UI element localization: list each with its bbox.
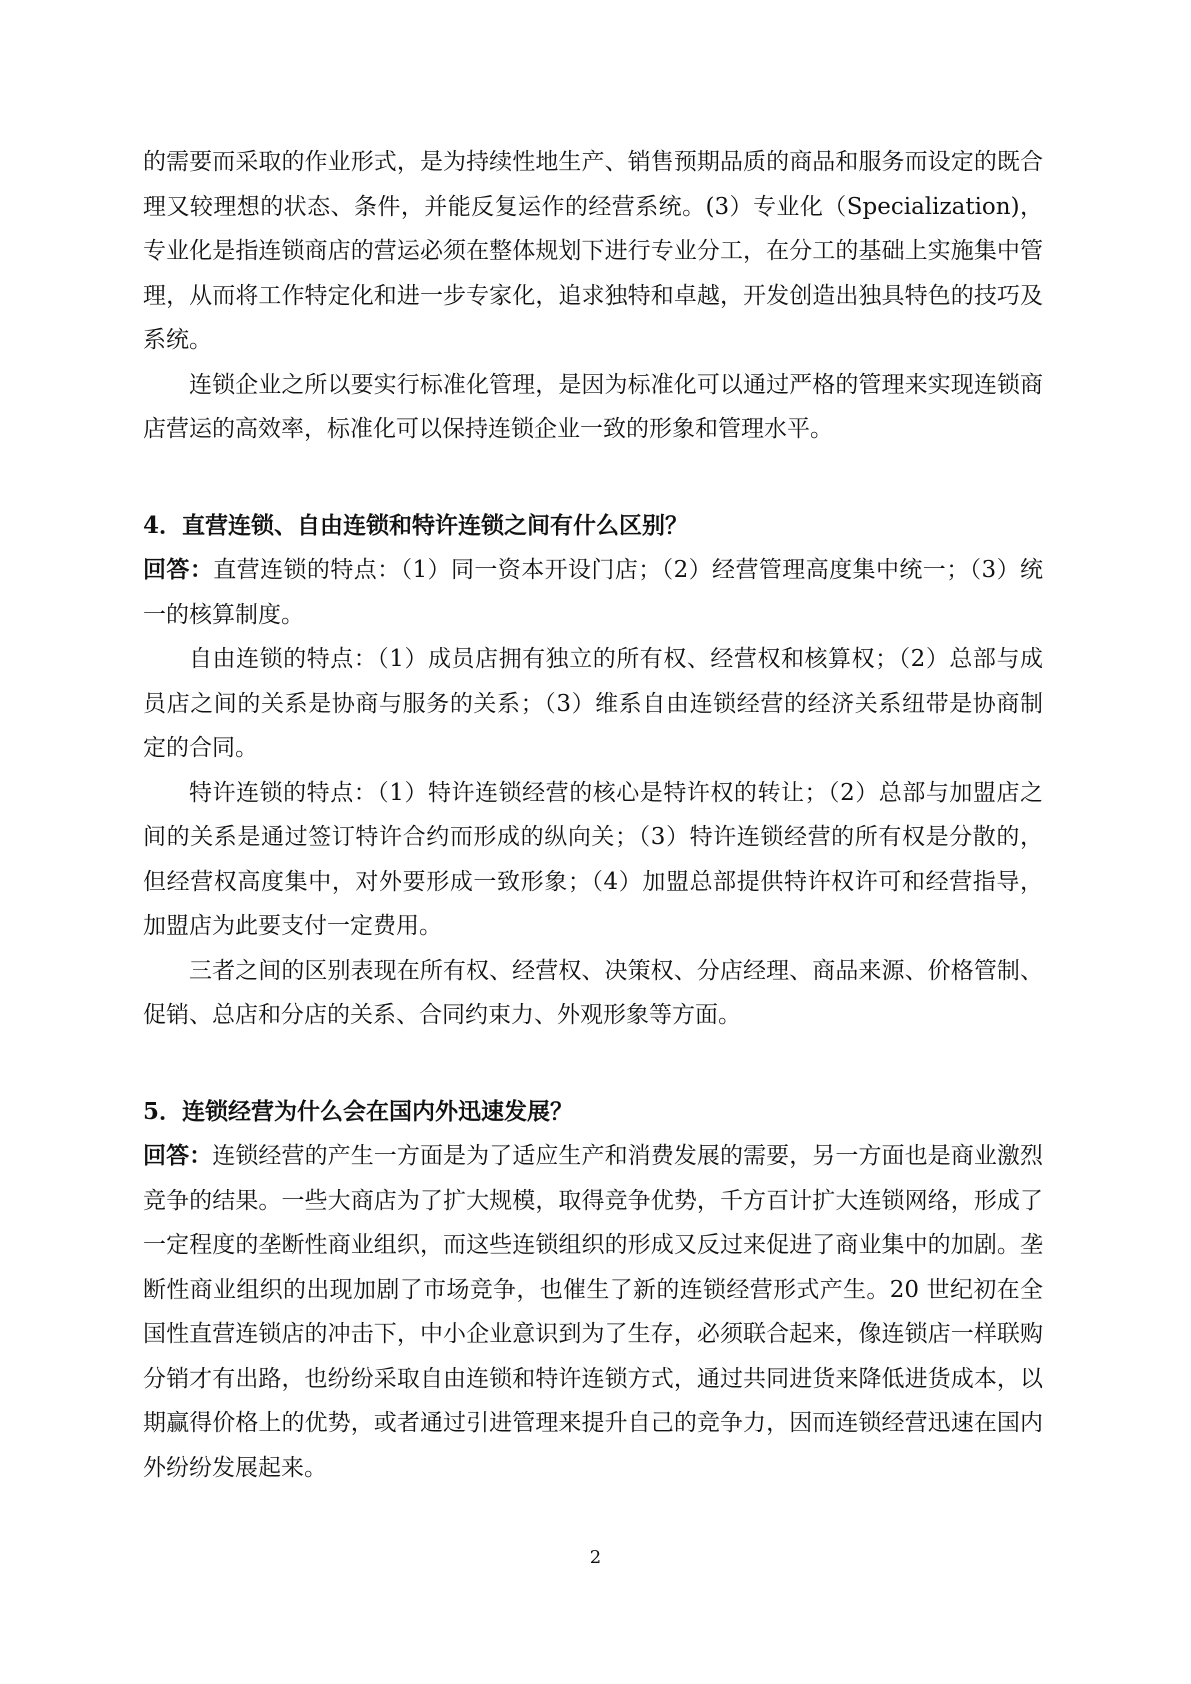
page-content — [143, 140, 1043, 1490]
paragraph-standardization-continued: 的需要而采取的作业形式，是为持续性地生产、销售预期品质的商品和服务而设定的既合理又较理想的状态、条件，并能反复运作的经营系统。(3）专业化（Specialization)，专业化是指连锁商店的营运必须在整体规划下进行专业分工，在分工的基础上实施集中管理，从而将工作特定化和进一步专家化，追求独特和卓越，开发创造出独具特色的技巧及系统。 — [143, 149, 1043, 353]
answer-4-franchise-chain: 特许连锁的特点：（1）特许连锁经营的核心是特许权的转让；（2）总部与加盟店之间的关系是通过签订特许合约而形成的纵向关；（3）特许连锁经营的所有权是分散的，但经营权高度集中，对外要形成一致形象；（4）加盟总部提供特许权许可和经营指导，加盟店为此要支付一定费用。 — [143, 779, 1043, 939]
answer-5-text: 连锁经营的产生一方面是为了适应生产和消费发展的需要，另一方面也是商业激烈竞争的结果。一些大商店为了扩大规模，取得竞争优势，千方百计扩大连锁网络，形成了一定程度的垄断性商业组织，而这些连锁组织的形成又反过来促进了商业集中的加剧。垄断性商业组织的出现加剧了市场竞争，也催生了新的连锁经营形式产生。20 世纪初在全国性直营连锁店的冲击下，中小企业意识到为了生存，必须联合起来，像连锁店一样联购分销才有出路，也纷纷采取自由连锁和特许连锁方式，通过共同进货来降低进货成本，以期赢得价格上的优势，或者通过引进管理来提升自己的竞争力，因而连锁经营迅速在国内外纷纷发展起来。 — [143, 1143, 1044, 1481]
answer-4-voluntary-chain: 自由连锁的特点：（1）成员店拥有独立的所有权、经营权和核算权；（2）总部与成员店之间的关系是协商与服务的关系；（3）维系自由连锁经营的经济关系纽带是协商制定的合同。 — [143, 646, 1043, 761]
answer-4-differences: 三者之间的区别表现在所有权、经营权、决策权、分店经理、商品来源、价格管制、促销、总店和分店的关系、合同约束力、外观形象等方面。 — [143, 957, 1043, 1028]
answer-5 — [143, 1134, 1043, 1490]
page-number: 2 — [589, 1547, 602, 1568]
answer-4-direct-chain-text: 直营连锁的特点：（1）同一资本开设门店；（2）经营管理高度集中统一；（3）统一的核算制度。 — [143, 557, 1043, 628]
answer-label: 回答： — [143, 1142, 213, 1169]
answer-label: 回答： — [143, 556, 214, 583]
answer-4-direct-chain — [143, 548, 1043, 637]
paragraph-standardization-reason: 连锁企业之所以要实行标准化管理，是因为标准化可以通过严格的管理来实现连锁商店营运的高效率，标准化可以保持连锁企业一致的形象和管理水平。 — [143, 371, 1043, 442]
question-5-heading: 5．连锁经营为什么会在国内外迅速发展？ — [143, 1097, 574, 1125]
question-4-heading: 4．直营连锁、自由连锁和特许连锁之间有什么区别？ — [143, 511, 689, 539]
